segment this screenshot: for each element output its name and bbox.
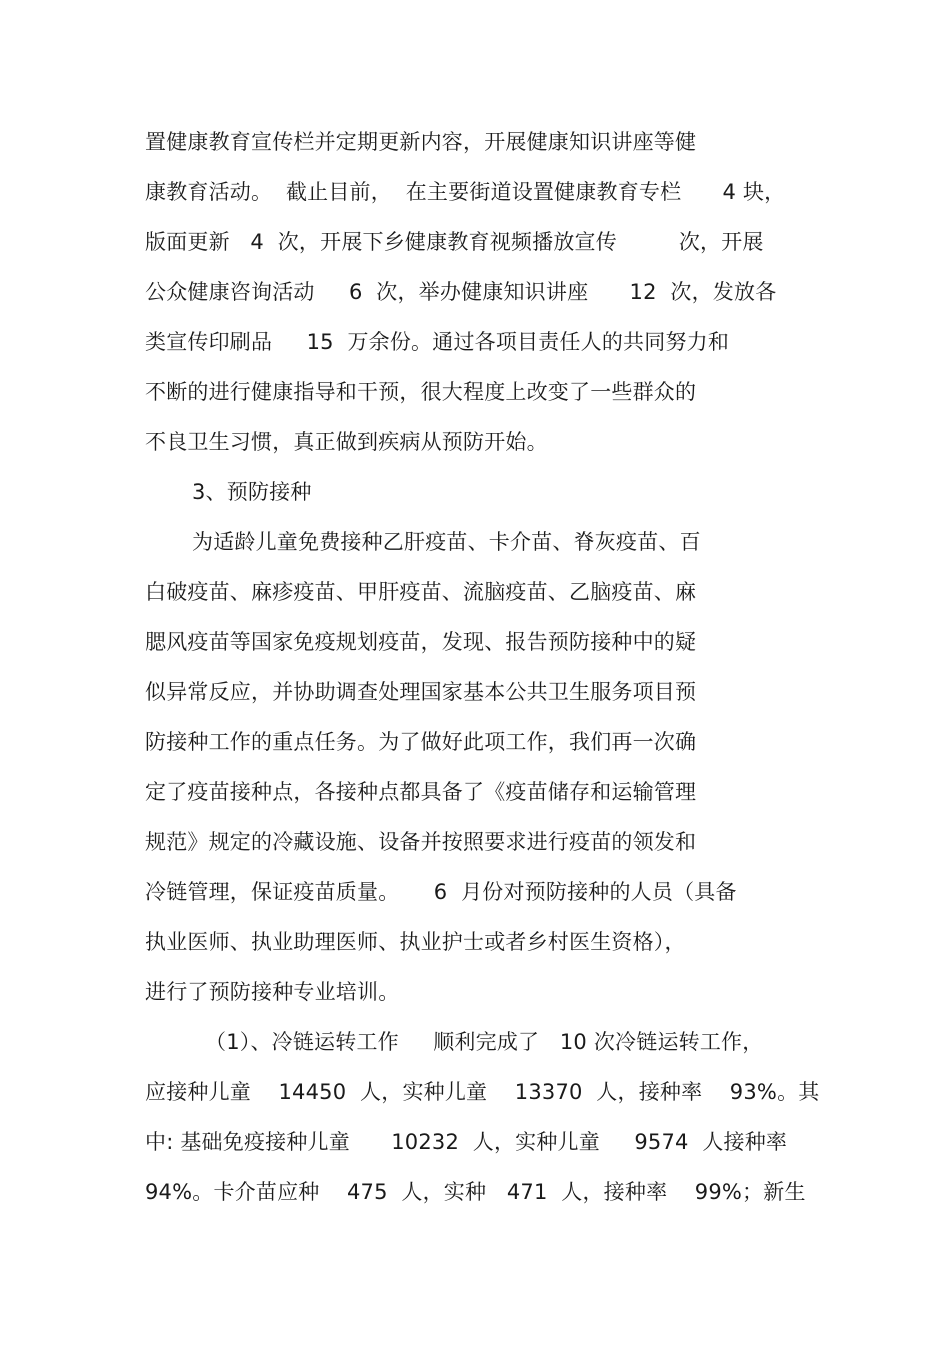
text-line: 应接种儿童 14450 人，实种儿童 13370 人，接种率 93%。其 [145, 1080, 820, 1104]
text-line: 康教育活动。 截止目前， 在主要街道设置健康教育专栏 4 块， [145, 180, 786, 204]
text-line: 冷链管理，保证疫苗质量。 6 月份对预防接种的人员（具备 [145, 880, 737, 904]
text-line: 置健康教育宣传栏并定期更新内容，开展健康知识讲座等健 [145, 130, 697, 154]
text-line: 执业医师、执业助理医师、执业护士或者乡村医生资格）， [145, 930, 686, 954]
text-line: 定了疫苗接种点，各接种点都具备了《疫苗储存和运输管理 [145, 780, 697, 804]
text-line: 不断的进行健康指导和干预，很大程度上改变了一些群众的 [145, 380, 697, 404]
text-line: 进行了预防接种专业培训。 [145, 980, 400, 1004]
text-line: 公众健康咨询活动 6 次，举办健康知识讲座 12 次，发放各 [145, 280, 777, 304]
text-line: 中: 基础免疫接种儿童 10232 人，实种儿童 9574 人接种率 [145, 1130, 788, 1154]
text-line: 为适龄儿童免费接种乙肝疫苗、卡介苗、脊灰疫苗、百 [192, 530, 701, 554]
text-line: 94%。卡介苗应种 475 人，实种 471 人，接种率 99%；新生 [145, 1180, 806, 1204]
text-line: 版面更新 4 次，开展下乡健康教育视频播放宣传 次，开展 [145, 230, 764, 254]
text-line: 不良卫生习惯，真正做到疾病从预防开始。 [145, 430, 548, 454]
section-heading: 3、预防接种 [192, 480, 312, 504]
text-line: 类宣传印刷品 15 万余份。通过各项目责任人的共同努力和 [145, 330, 730, 354]
text-line: 白破疫苗、麻疹疫苗、甲肝疫苗、流脑疫苗、乙脑疫苗、麻 [145, 580, 697, 604]
text-line: 腮风疫苗等国家免疫规划疫苗，发现、报告预防接种中的疑 [145, 630, 697, 654]
text-line: 规范》规定的冷藏设施、设备并按照要求进行疫苗的领发和 [145, 830, 697, 854]
text-line: （1）、冷链运转工作 顺利完成了 10 次冷链运转工作， [205, 1030, 764, 1054]
text-line: 似异常反应，并协助调查处理国家基本公共卫生服务项目预 [145, 680, 697, 704]
text-line: 防接种工作的重点任务。为了做好此项工作，我们再一次确 [145, 730, 697, 754]
